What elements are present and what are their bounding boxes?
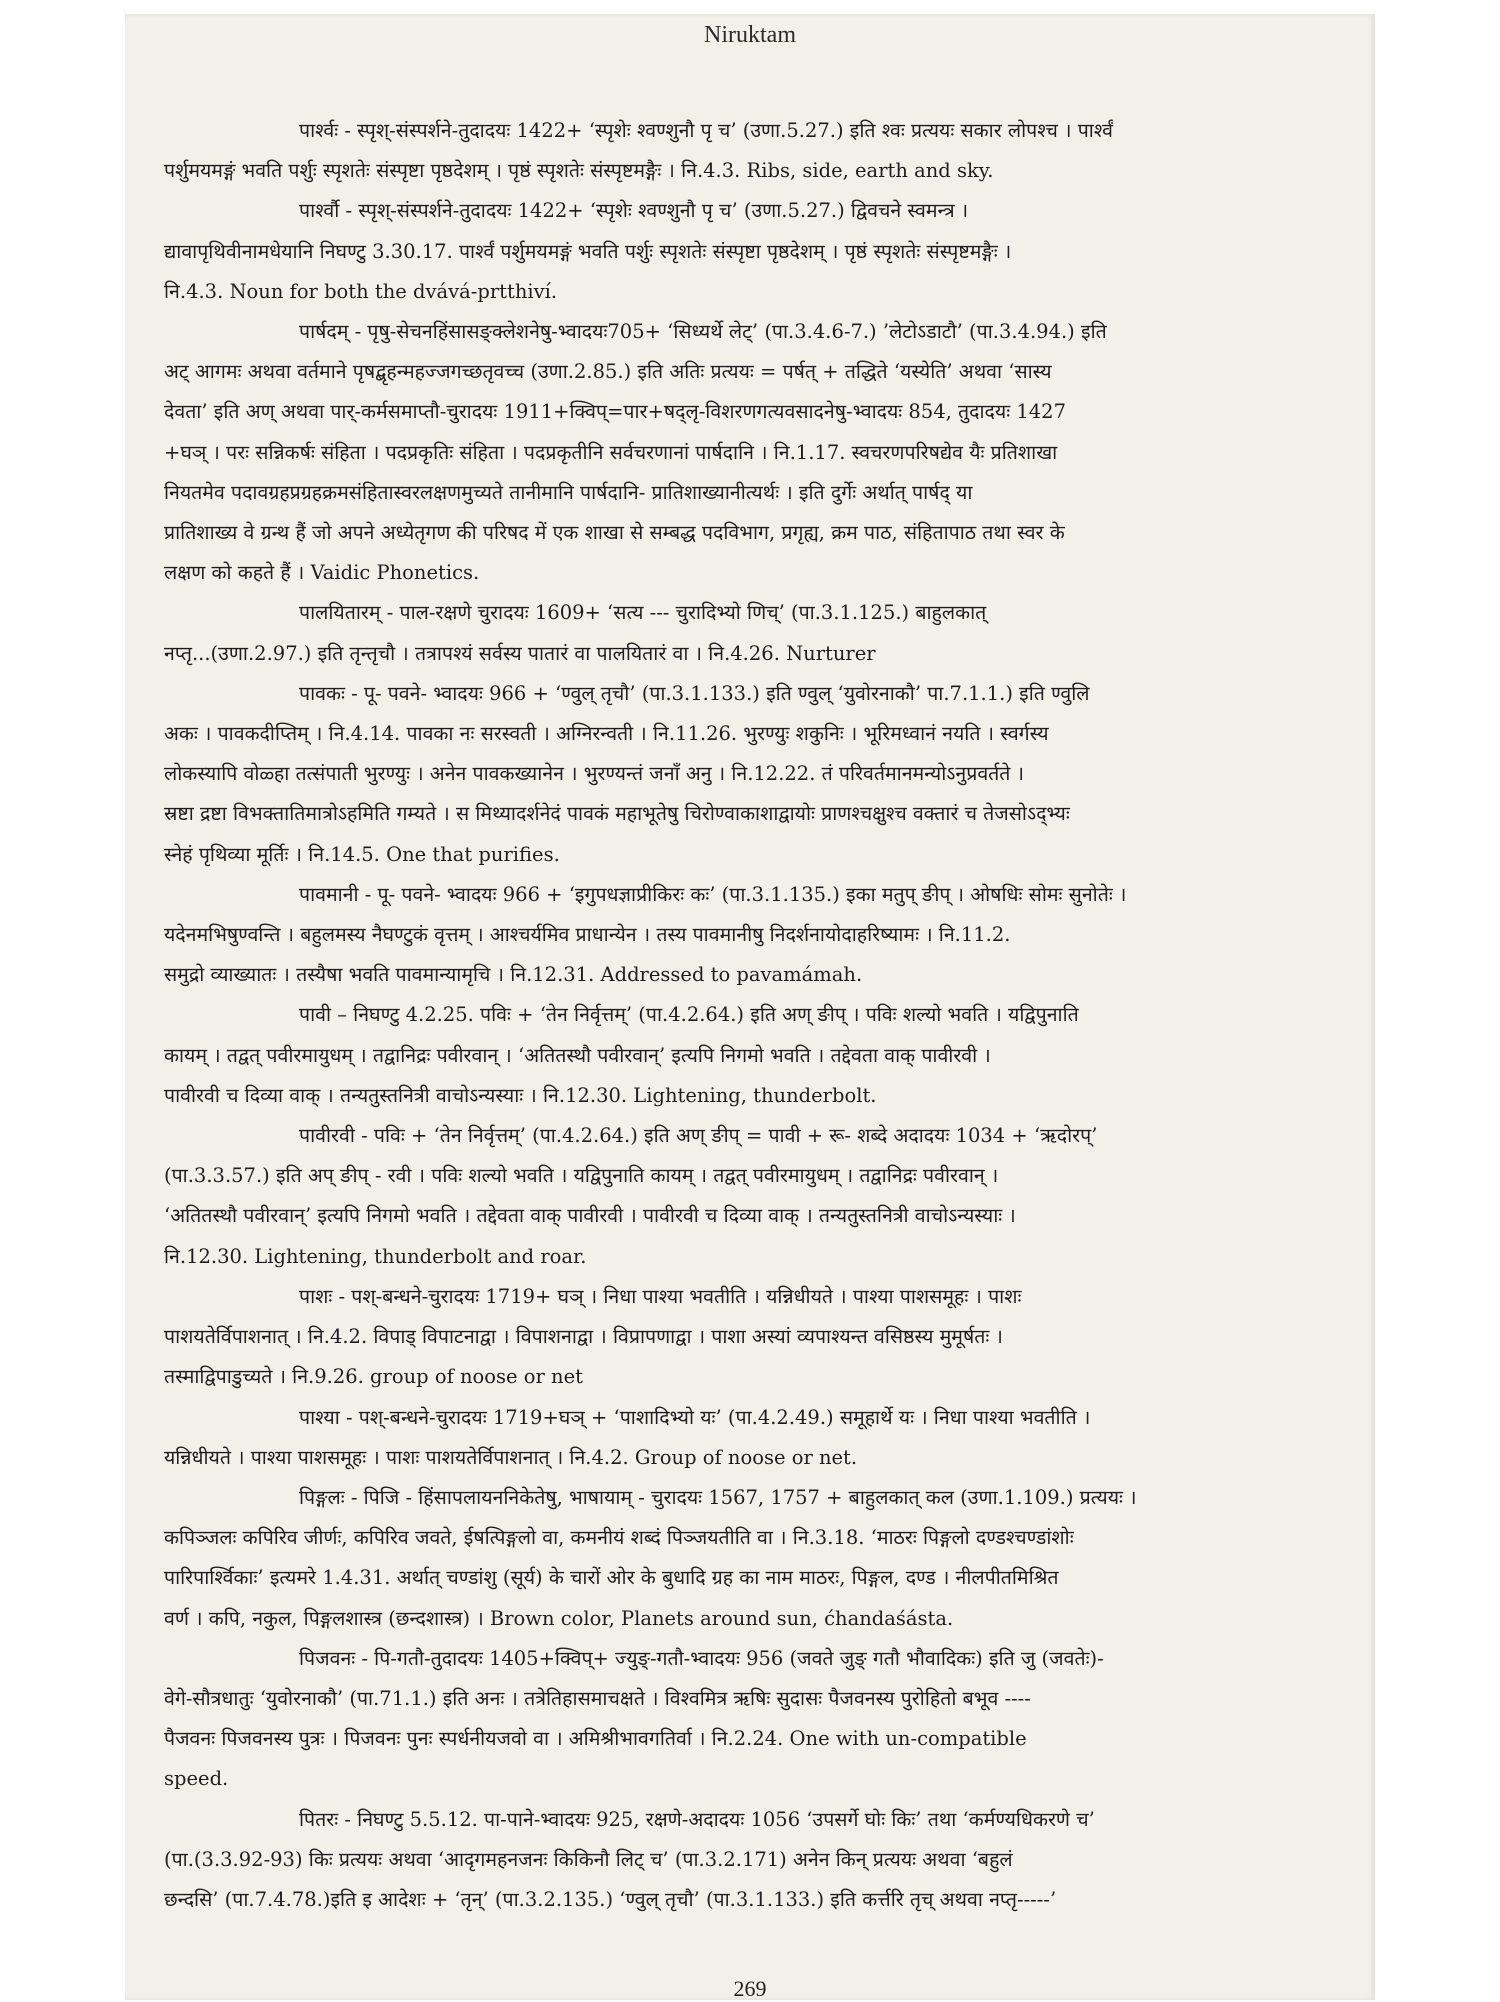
entry-text-line: ‘अतितस्थौ पवीरवान्’ इत्यपि निगमो भवति । तद्देवता वाक् पावीरवी । पावीरवी च दिव्या वाक् । तन्यतुस्तनित्री वाचोऽन्यस्याः । bbox=[164, 1204, 1016, 1228]
entry-text-line: नप्तृ...(उणा.2.97.) इति तृन्तृचौ । तत्रापश्यं सर्वस्य पातारं वा पालयितारं वा । नि.4.26. Nurturer bbox=[164, 641, 876, 665]
entry-headword-line: पाश्या - पश्-बन्धने-चुरादयः 1719+घञ् + ‘पाशादिभ्यो यः’ (पा.4.2.49.) समूहार्थे यः । निधा पाश्या भवतीति । bbox=[299, 1405, 1091, 1429]
running-header: Niruktam bbox=[704, 22, 796, 48]
dictionary-entry bbox=[164, 1277, 1344, 1398]
entry-text-line: द्यावापृथिवीनामधेयानि निघण्टु 3.30.17. पार्श्वं पर्शुमयमङ्गं भवति पर्शुः स्पृशतेः संस्पृष्टा पृष्ठदेशम् । पृष्ठं स्पृशतेः संस्पृष्टमङ्गैः । bbox=[164, 239, 1012, 263]
entry-text-line: प्रातिशाख्य वे ग्रन्थ हैं जो अपने अध्येतृगण की परिषद में एक शाखा से सम्बद्ध पदविभाग, प्रगृह्य, क्रम पाठ, संहितापाठ तथा स्वर के bbox=[164, 521, 1065, 545]
dictionary-entry bbox=[164, 1639, 1344, 1800]
entry-headword-line: पार्श्वः - स्पृश्-संस्पर्शने-तुदादयः 1422+ ‘स्पृशेः श्वण्शुनौ पृ च’ (उणा.5.27.) इति श्वः प्रत्ययः सकार लोपश्च । पार्श्वं bbox=[299, 119, 1113, 142]
dictionary-entry bbox=[164, 674, 1344, 875]
entry-text-line: यन्निधीयते । पाश्या पाशसमूहः । पाशः पाशयतेर्विपाशनात् । नि.4.2. Group of noose or net. bbox=[164, 1445, 858, 1469]
dictionary-entry bbox=[164, 1116, 1344, 1277]
entry-text-line: कपिञ्जलः कपिरिव जीर्णः, कपिरिव जवते, ईषत्पिङ्गलो वा, कमनीयं शब्दं पिञ्जयतीति वा । नि.3.18. ‘माठरः पिङ्गलो दण्डश्चण्डांशोः bbox=[164, 1526, 1074, 1550]
dictionary-entry bbox=[164, 111, 1344, 191]
entry-text-line: +घञ् । परः सन्निकर्षः संहिता । पदप्रकृतिः संहिता । पदप्रकृतीनि सर्वचरणानां पार्षदानि । नि.1.17. स्वचरणपरिषद्येव यैः प्रतिशाखा bbox=[164, 440, 1058, 464]
book-page bbox=[125, 14, 1375, 2000]
entry-text-line: पाशयतेर्विपाशनात् । नि.4.2. विपाड् विपाटनाद्वा । विपाशनाद्वा । विप्रापणाद्वा । पाशा अस्यां व्यपाश्यन्त वसिष्ठस्य मुमूर्षतः । bbox=[164, 1325, 1003, 1349]
entry-headword-line: पितरः - निघण्टु 5.5.12. पा-पाने-भ्वादयः 925, रक्षणे-अदादयः 1056 ‘उपसर्गे घोः किः’ तथा ‘कर्मण्यधिकरणे च’ bbox=[299, 1807, 1095, 1831]
entry-headword-line: पिङ्गलः - पिजि - हिंसापलायननिकेतेषु, भाषायाम् - चुरादयः 1567, 1757 + बाहुलकात् कल (उणा.1.109.) प्रत्ययः । bbox=[299, 1485, 1137, 1509]
entry-text-line: speed. bbox=[164, 1767, 229, 1791]
dictionary-body bbox=[164, 111, 1344, 1920]
entry-headword-line: पावीरवी - पविः + ‘तेन निर्वृत्तम्’ (पा.4.2.64.) इति अण् ङीप् = पावी + रू- शब्दे अदादयः 1034 + ‘ऋदोरप्’ bbox=[299, 1124, 1098, 1148]
dictionary-entry bbox=[164, 312, 1344, 593]
entry-headword-line: पार्षदम् - पृषु-सेचनहिंसासङ्क्लेशनेषु-भ्वादयः705+ ‘सिध्यर्थे लेट्’ (पा.3.4.6-7.) ’लेटोऽडाटौ’ (पा.3.4.94.) इति bbox=[299, 320, 1107, 344]
entry-headword-line: पार्श्वौ - स्पृश्-संस्पर्शने-तुदादयः 1422+ ‘स्पृशेः श्वण्शुनौ पृ च’ (उणा.5.27.) द्विवचने स्वमन्त्र । bbox=[299, 199, 969, 223]
entry-text-line: पैजवनः पिजवनस्य पुत्रः । पिजवनः पुनः स्पर्धनीयजवो वा । अमिश्रीभावगतिर्वा । नि.2.24. One with un-compatible bbox=[164, 1727, 1027, 1751]
entry-text-line: नि.4.3. Noun for both the dvává-prtthiví. bbox=[164, 279, 558, 303]
entry-text-line: वेगे-सौत्रधातुः ‘युवोरनाकौ’ (पा.71.1.) इति अनः । तत्रेतिहासमाचक्षते । विश्वमित्र ऋषिः सुदासः पैजवनस्य पुरोहितो बभूव ---- bbox=[164, 1686, 1031, 1710]
entry-text-line: पावीरवी च दिव्या वाक् । तन्यतुस्तनित्री वाचोऽन्यस्याः । नि.12.30. Lightening, thunderbolt. bbox=[164, 1083, 877, 1107]
dictionary-entry bbox=[164, 1800, 1344, 1921]
dictionary-entry bbox=[164, 191, 1344, 312]
entry-text-line: समुद्रो व्याख्यातः । तस्यैषा भवति पावमान्यामृचि । नि.12.31. Addressed to pavamámah. bbox=[164, 963, 863, 987]
dictionary-entry bbox=[164, 593, 1344, 673]
dictionary-entry bbox=[164, 875, 1344, 996]
entry-headword-line: पाशः - पश्-बन्धने-चुरादयः 1719+ घञ् । निधा पाश्या भवतीति । यन्निधीयते । पाश्या पाशसमूहः । पाशः bbox=[299, 1284, 1022, 1308]
entry-text-line: पर्शुमयमङ्गं भवति पर्शुः स्पृशतेः संस्पृष्टा पृष्ठदेशम् । पृष्ठं स्पृशतेः संस्पृष्टमङ्गैः । नि.4.3. Ribs, side, earth and sky. bbox=[164, 159, 994, 183]
dictionary-entry bbox=[164, 995, 1344, 1116]
dictionary-entry bbox=[164, 1398, 1344, 1478]
entry-text-line: वर्ण । कपि, नकुल, पिङ्गलशास्त्र (छन्दशास्त्र) । Brown color, Planets around sun, ćhandaśásta. bbox=[164, 1606, 954, 1630]
entry-text-line: यदेनमभिषुण्वन्ति । बहुलमस्य नैघण्टुकं वृत्तम् । आश्चर्यमिव प्राधान्येन । तस्य पावमानीषु निदर्शनायोदाहरिष्यामः । नि.11.2. bbox=[164, 923, 1011, 947]
entry-text-line: लक्षण को कहते हैं । Vaidic Phonetics. bbox=[164, 561, 480, 585]
entry-text-line: (पा.3.3.57.) इति अप् ङीप् - रवी । पविः शल्यो भवति । यद्विपुनाति कायम् । तद्वत् पवीरमायुधम् । तद्वानिद्रः पवीरवान् । bbox=[164, 1164, 999, 1188]
entry-headword-line: पावमानी - पू- पवने- भ्वादयः 966 + ‘इगुपधज्ञाप्रीकिरः कः’ (पा.3.1.135.) इका मतुप् ङीप् । ओषधिः सोमः सुनोतेः । bbox=[299, 882, 1127, 906]
entry-text-line: अट् आगमः अथवा वर्तमाने पृषद्बृहन्महज्जगच्छतृवच्च (उणा.2.85.) इति अतिः प्रत्ययः = पर्षत् + तद्धिते ‘यस्येति’ अथवा ‘सास्य bbox=[164, 360, 1052, 384]
page-number: 269 bbox=[733, 1976, 767, 2001]
entry-text-line: पारिपार्श्विकाः’ इत्यमरे 1.4.31. अर्थात् चण्डांशु (सूर्य) के चारों ओर के बुधादि ग्रह का नाम माठरः, पिङ्गल, दण्ड । नीलपीतमिश्रित bbox=[164, 1566, 1059, 1590]
entry-headword-line: पालयितारम् - पाल-रक्षणे चुरादयः 1609+ ‘सत्य --- चुरादिभ्यो णिच्’ (पा.3.1.125.) बाहुलकात् bbox=[299, 601, 987, 625]
dictionary-entry bbox=[164, 1478, 1344, 1639]
entry-text-line: (पा.(3.3.92-93) किः प्रत्ययः अथवा ‘आदृगमहनजनः किकिनौ लिट् च’ (पा.3.2.171) अनेन किन् प्रत्ययः अथवा ‘बहुलं bbox=[164, 1847, 1013, 1871]
entry-headword-line: पिजवनः - पि-गतौ-तुदादयः 1405+क्विप्+ ज्युङ्-गतौ-भ्वादयः 956 (जवते जुङ् गतौ भौवादिकः) इति जु (जवतेः)- bbox=[299, 1646, 1104, 1670]
entry-headword-line: पावी – निघण्टु 4.2.25. पविः + ‘तेन निर्वृत्तम्’ (पा.4.2.64.) इति अण् ङीप् । पविः शल्यो भवति । यद्विपुनाति bbox=[299, 1003, 1079, 1027]
entry-text-line: स्नेहं पृथिव्या मूर्तिः । नि.14.5. One that purifies. bbox=[164, 842, 560, 866]
entry-text-line: लोकस्यापि वोळ्हा तत्संपाती भुरण्युः । अनेन पावकख्यानेन । भुरण्यन्तं जनाँ अनु । नि.12.22. तं परिवर्तमानमन्योऽनुप्रवर्तते । bbox=[164, 762, 1024, 786]
entry-text-line: छन्दसि’ (पा.7.4.78.)इति इ आदेशः + ‘तृन्’ (पा.3.2.135.) ‘ण्वुल् तृचौ’ (पा.3.1.133.) इति कर्त्तरि तृच् अथवा नप्तृ-----’ bbox=[164, 1887, 1057, 1911]
entry-text-line: स्रष्टा द्रष्टा विभक्तातिमात्रोऽहमिति गम्यते । स मिथ्यादर्शनेदं पावकं महाभूतेषु चिरोण्वाकाशाद्वायोः प्राणश्चक्षुश्च वक्तारं च तेजसोऽद्भ्यः bbox=[164, 802, 1070, 826]
entry-text-line: अकः । पावकदीप्तिम् । नि.4.14. पावका नः सरस्वती । अग्निरन्वती । नि.11.26. भुरण्युः शकुनिः । भूरिमध्वानं नयति । स्वर्गस्य bbox=[164, 722, 1049, 746]
entry-headword-line: पावकः - पू- पवने- भ्वादयः 966 + ‘ण्वुल् तृचौ’ (पा.3.1.133.) इति ण्वुल् ‘युवोरनाकौ’ पा.7.1.1.) इति ण्वुलि bbox=[299, 681, 1090, 705]
entry-text-line: कायम् । तद्वत् पवीरमायुधम् । तद्वानिद्रः पवीरवान् । ‘अतितस्थौ पवीरवान्’ इत्यपि निगमो भवति । तद्देवता वाक् पावीरवी । bbox=[164, 1043, 991, 1067]
entry-text-line: देवता’ इति अण् अथवा पार्-कर्मसमाप्तौ-चुरादयः 1911+क्विप्=पार+षद्लृ-विशरणगत्यवसादनेषु-भ्वादयः 854, तुदादयः 1427 bbox=[164, 400, 1066, 424]
entry-text-line: नियतमेव पदावग्रहप्रग्रहक्रमसंहितास्वरलक्षणमुच्यते तानीमानि पार्षदानि- प्रातिशाख्यानीत्यर्थः । इति दुर्गेः अर्थात् पार्षद् या bbox=[164, 480, 973, 504]
entry-text-line: तस्माद्विपाडुच्यते । नि.9.26. group of noose or net bbox=[164, 1365, 583, 1389]
entry-text-line: नि.12.30. Lightening, thunderbolt and roar. bbox=[164, 1244, 587, 1268]
